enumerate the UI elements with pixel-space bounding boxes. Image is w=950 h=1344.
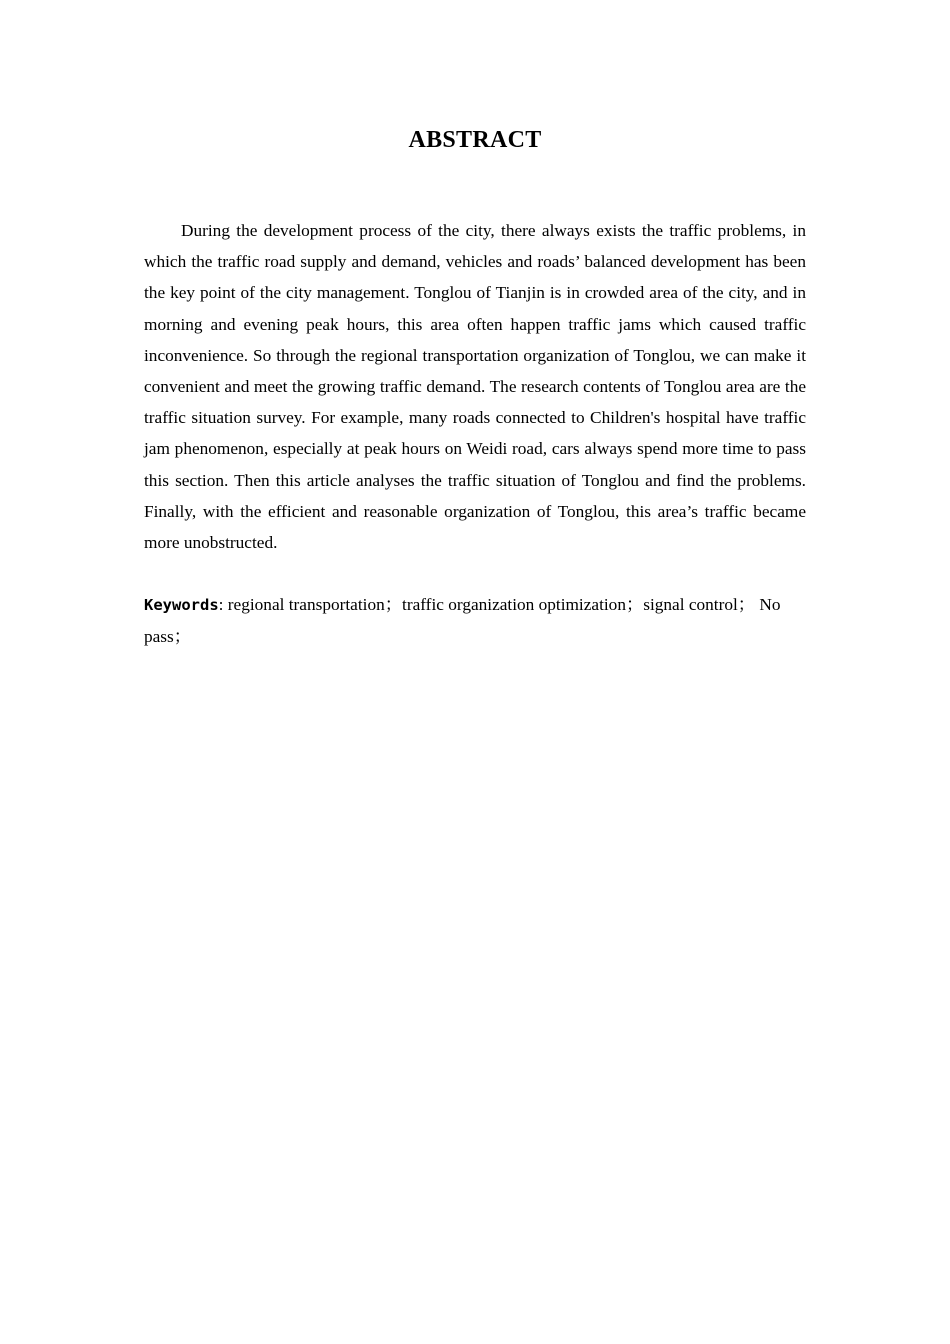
keyword-item: signal control； xyxy=(643,595,756,614)
keywords-colon: : xyxy=(218,595,224,614)
abstract-heading: ABSTRACT xyxy=(408,127,542,153)
keywords-line xyxy=(144,589,806,652)
keyword-item: No pass； xyxy=(144,595,781,647)
keywords-label: Keywords xyxy=(144,596,219,614)
keyword-item: traffic organization optimization； xyxy=(402,595,644,614)
abstract-paragraph: During the development process of the city, there always exists the traffic problems, in which the traffic road supply and demand, vehicles and roads’ balanced development has been the key point of the city management. Tonglou of Tianjin is in crowded area of the city, and in morning and evening peak hours, this area often happen traffic jams which caused traffic inconvenience. So through the regional transportation organization of Tonglou, we can make it convenient and meet the growing traffic demand. The research contents of Tonglou area are the traffic situation survey. For example, many roads connected to Children's hospital have traffic jam phenomenon, especially at peak hours on Weidi road, cars always spend more time to pass this section. Then this article analyses the traffic situation of Tonglou and find the problems. Finally, with the efficient and reasonable organization of Tonglou, this area’s traffic became more unobstructed. xyxy=(144,221,806,553)
keyword-item: regional transportation； xyxy=(227,595,403,614)
